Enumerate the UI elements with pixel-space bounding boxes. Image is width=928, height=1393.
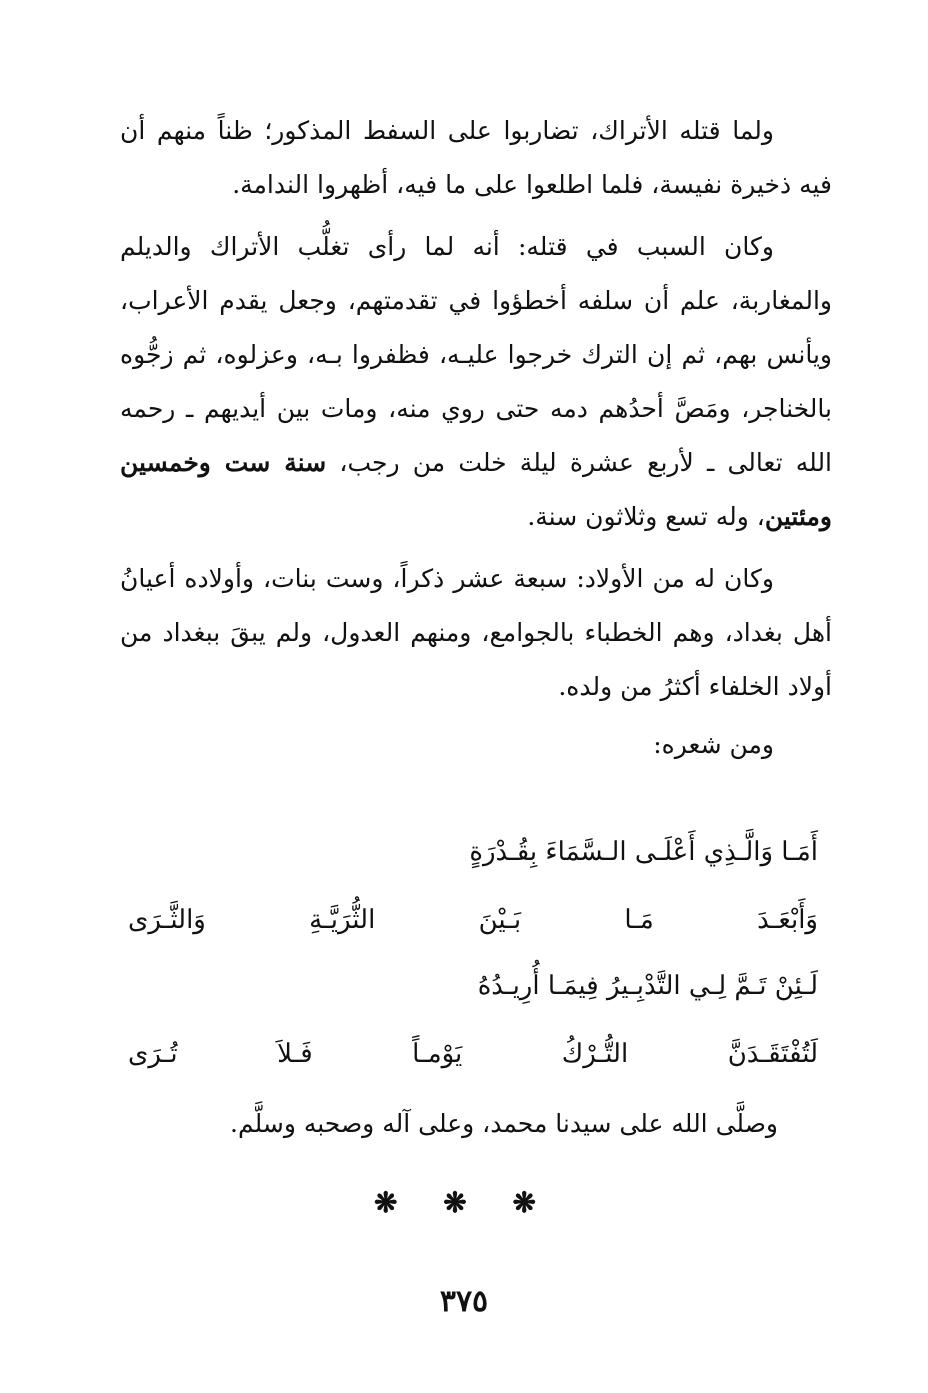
poem-intro: ومن شعره: <box>653 730 774 759</box>
poem-verse-2: وَأَبْعَـدَ مَـا بَـيْنَ الثُّرَيَّـةِ وَالثَّـرَى <box>128 905 818 935</box>
paragraph-2-text-b: ، وله تسع وثلاثون سنة. <box>527 502 765 531</box>
paragraph-2-bold-date: سنة ست وخمسين ومئتين <box>120 448 832 531</box>
poem-verse-1: أَمَـا وَالَّـذِي أَعْلَـى الـسَّمَاءَ بِقُـدْرَةٍ <box>469 837 818 867</box>
page-number: ٣٧٥ <box>439 1284 489 1319</box>
asterism-separator: ❋ ❋ ❋ <box>374 1186 554 1219</box>
paragraph-1: ولما قتله الأتراك، تضاربوا على السفط المذكور؛ ظناً منهم أن فيه ذخيرة نفيسة، فلما اطلعوا على ما فيه، أظهروا الندامة. <box>120 116 832 199</box>
paragraph-2-text-a: وكان السبب في قتله: أنه لما رأى تغلُّب الأتراك والديلم والمغاربة، علم أن سلفه أخطؤوا في تقدمتهم، وجعل يقدم الأعراب، ويأنس بهم، ثم إن الترك خرجوا عليـه، فظفروا بـه، وعزلوه، ثم زجُّوه بالخناجر، ومَصَّ أحدُهم دمه حتى روي منه، ومات بين أيديهم ـ رحمه الله تعالى ـ لأربع عشرة ليلة خلت من رجب، <box>120 232 833 477</box>
paragraph-3: وكان له من الأولاد: سبعة عشر ذكراً، وست بنات، وأولاده أعيانُ أهل بغداد، وهم الخطباء بالجوامع، ومنهم العدول، ولم يبقَ ببغداد من أولاد الخلفاء أكثرُ من ولده. <box>120 564 832 701</box>
poem-verse-3: لَـئِنْ تَـمَّ لِـي التَّدْبِـيرُ فِيمَـا أُرِيـدُهُ <box>477 971 818 1001</box>
paragraph-2 <box>120 220 832 544</box>
body-text <box>120 104 832 772</box>
closing-prayer: وصلَّى الله على سيدنا محمد، وعلى آله وصحبه وسلَّم. <box>230 1109 778 1138</box>
poem-verse-4: لَتُفْتَقَـدَنَّ التُّـرْكُ يَوْمـاً فَـلاَ تُـرَى <box>128 1039 818 1069</box>
